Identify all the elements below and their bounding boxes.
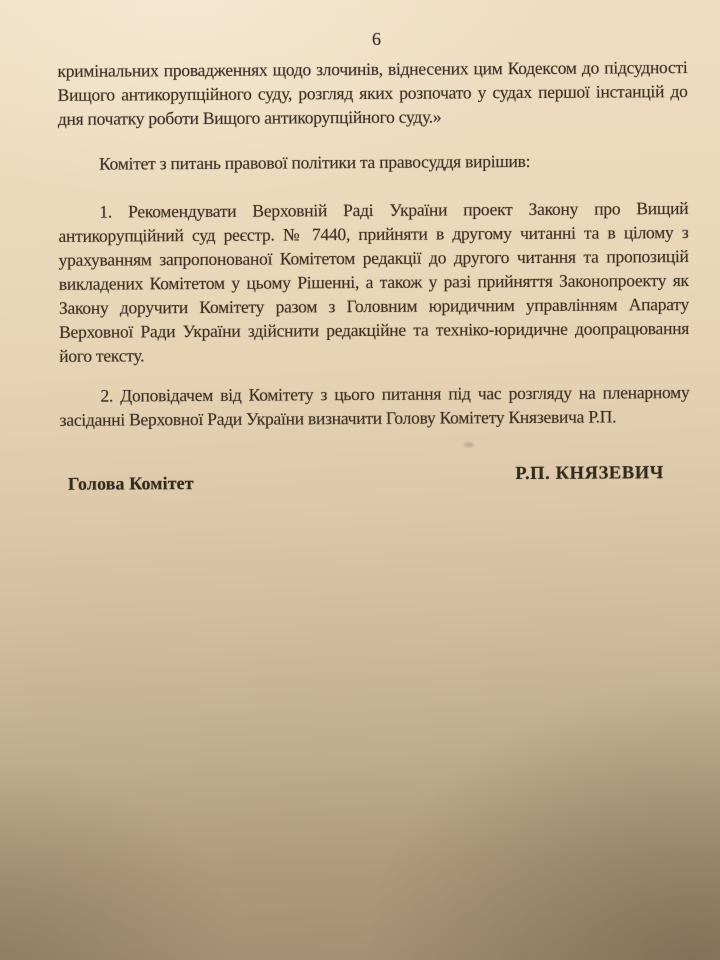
page-number: 6	[371, 28, 381, 49]
paper-smudge	[464, 442, 474, 447]
text-line: Верховної Ради України здійснити редакційне та техніко-юридичне доопрацювання	[59, 317, 690, 342]
text-line: засіданні Верховної Ради України визначити Голову Комітету Князевича Р.П.	[59, 406, 617, 430]
text-line: 1. Рекомендувати Верховній Раді України проект Закону про Вищий	[99, 197, 689, 222]
resolution-lead-line: Комітет з питань правової політики та правосуддя вирішив:	[99, 150, 531, 174]
text-line: викладених Комітетом у цьому Рішенні, а також у разі прийняття Законопроекту як	[58, 269, 689, 294]
paragraph-continuation	[57, 55, 687, 131]
text-line: дня початку роботи Вищого антикорупційного суду.»	[57, 106, 442, 129]
signature-row	[60, 463, 690, 496]
text-line: антикорупційний суд реєстр. № 7440, прийняти в другому читанні та в цілому з	[58, 221, 689, 246]
text-line: кримінальних провадженнях щодо злочинів, віднесених цим Кодексом до підсудності	[57, 56, 688, 81]
text-line: Закону доручити Комітету разом з Головним юридичним управлінням Апарату	[58, 293, 689, 318]
text-line: його тексту.	[59, 345, 145, 366]
signatory-name: Р.П. КНЯЗЕВИЧ	[515, 463, 665, 485]
text-line: урахуванням запропонованої Комітетом редакції до другого читання та пропозицій	[58, 245, 689, 270]
resolution-item-2	[59, 380, 689, 432]
text-line: Вищого антикорупційного суду, розгляд яких розпочато у судах першої інстанцій до	[57, 80, 688, 105]
signatory-title: Голова Комітет	[67, 473, 194, 494]
text-line: 2. Доповідачем від Комітету з цього питання під час розгляду на пленарному	[100, 381, 690, 406]
resolution-item-1	[58, 196, 689, 368]
